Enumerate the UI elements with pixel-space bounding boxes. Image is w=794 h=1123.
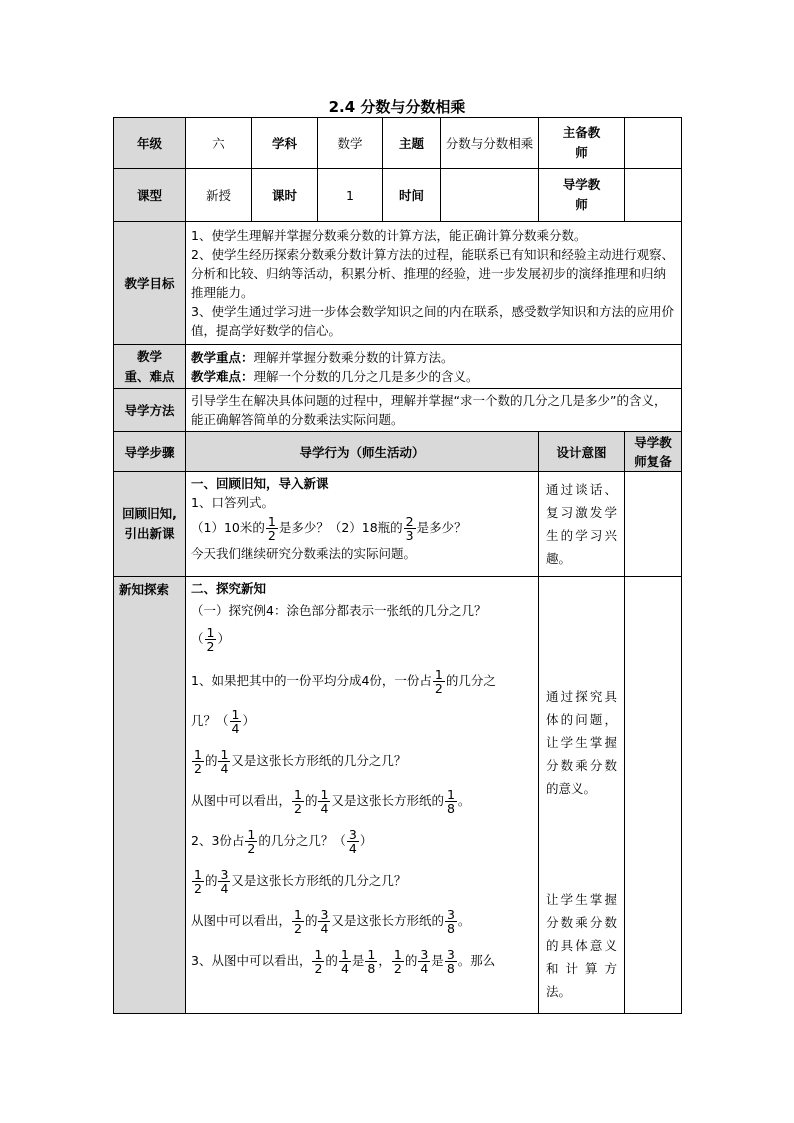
section2-step6: 从图中可以看出， $\frac{1}{2}$ 的 $\frac{3}{4}$ 又是这张长方形纸的 $\frac{3}{8}$ 。 [191,907,471,936]
review-header: 导学教师复备 [625,432,682,472]
goals-content [186,222,682,345]
section1-label-line1: 回顾旧知, [122,506,177,521]
goals-row [114,222,682,345]
section2-answer-half: （ $\frac{1}{2}$ ） [191,625,230,654]
steps-header: 导学步骤 [114,432,186,472]
fraction-three-fourths: $\frac{3}{4}$ [320,907,329,936]
fraction-one-half: $\frac{1}{2}$ [206,625,215,654]
info-row-2 [114,169,682,222]
lead-teacher-value [625,118,682,169]
section2-step5: $\frac{1}{2}$ 的 $\frac{3}{4}$ 又是这张长方形纸的几分之几？ [194,867,407,896]
period-value: 1 [318,169,383,222]
fraction-one-half: $\frac{1}{2}$ [194,867,202,896]
q1-text-c: 是多少？ [416,520,467,535]
fraction-one-fourth: $\frac{1}{4}$ [320,787,329,816]
section2-review [625,577,682,1014]
section2-heading: 二、探究新知 [191,581,267,596]
fraction-one-fourth: $\frac{1}{4}$ [340,947,349,976]
fraction-one-eighth: $\frac{1}{8}$ [367,947,376,976]
grade-label: 年级 [114,118,186,169]
subject-value: 数学 [318,118,383,169]
grade-value: 六 [186,118,252,169]
key-points-label-line2: 重、难点 [124,368,175,384]
type-label: 课型 [114,169,186,222]
lead-teacher-label: 主备教师 [539,118,625,169]
fraction-three-eighths: $\frac{3}{8}$ [446,907,455,936]
section1-intent: 通过谈话、复习激发学生的学习兴趣。 [539,472,625,577]
info-row-1 [114,118,682,169]
fraction-one-eighth: $\frac{1}{8}$ [446,787,455,816]
fraction-one-half: $\frac{1}{2}$ [267,514,276,543]
fraction-one-half: $\frac{1}{2}$ [434,667,443,696]
fraction-one-half: $\frac{1}{2}$ [314,947,323,976]
section2-step7: 3、从图中可以看出， $\frac{1}{2}$ 的 $\frac{1}{4}$ 是 $\frac{1}{8}$ ， $\frac{1}{2}$ 的 $\frac{3}{4}$ 是 $\frac{3}{8}$ 。那么 [191,947,496,976]
goal-item: 2、使学生经历探索分数乘分数计算方法的过程，能联系已有知识和经验主动进行观察、分析和比较、归纳等活动，积累分析、推理的经验，进一步发展初步的演绎推理和归纳推理能力。 [191,247,674,300]
section-explore-row [114,577,682,1014]
section2-intent2: 让学生掌握分数乘分数的具体意义和计算方法。 [546,892,617,999]
fraction-three-fourths: $\frac{3}{4}$ [348,827,357,856]
intent-header: 设计意图 [539,432,625,472]
section2-example: （一）探究例4：涂色部分都表示一张纸的几分之几？ [191,603,487,618]
section1-label-line2: 引出新课 [124,526,175,541]
fraction-one-half: $\frac{1}{2}$ [393,947,402,976]
section1-heading: 一、回顾旧知，导入新课 [191,476,329,491]
fraction-one-half: $\frac{1}{2}$ [294,907,302,936]
difficult-text: 理解一个分数的几分之几是多少的含义。 [253,368,479,384]
fraction-one-half: $\frac{1}{2}$ [247,827,256,856]
subject-label: 学科 [252,118,318,169]
key-points-label-line1: 教学 [136,348,162,364]
guide-teacher-label: 导学教师 [539,169,625,222]
fraction-two-thirds: $\frac{2}{3}$ [405,514,414,543]
topic-value: 分数与分数相乘 [441,118,539,169]
key-points-label [114,345,186,389]
section-review-row [114,472,682,577]
difficult-label: 教学难点： [191,368,254,384]
section2-step2: $\frac{1}{2}$ 的 $\frac{1}{4}$ 又是这张长方形纸的几分之几？ [194,747,407,776]
key-points-row [114,345,682,389]
goal-item: 3、使学生通过学习进一步体会数学知识之间的内在联系，感受数学知识和方法的应用价值，提高学好数学的信心。 [191,304,674,338]
period-label: 课时 [252,169,318,222]
actions-header: 导学行为（师生活动） [186,432,539,472]
steps-header-row [114,432,682,472]
key-text: 理解并掌握分数乘分数的计算方法。 [253,349,454,365]
section2-step3: 从图中可以看出， $\frac{1}{2}$ 的 $\frac{1}{4}$ 又是这张长方形纸的 $\frac{1}{8}$ 。 [191,787,471,816]
q1-text-a: （1）10米的 [191,520,265,535]
goal-item: 1、使学生理解并掌握分数乘分数的计算方法，能正确计算分数乘分数。 [191,228,587,243]
time-value [441,169,539,222]
topic-label: 主题 [383,118,441,169]
section1-line3: 今天我们继续研究分数乘法的实际问题。 [191,546,417,561]
fraction-three-eighths: $\frac{3}{8}$ [446,947,455,976]
fraction-three-fourths: $\frac{3}{4}$ [220,867,229,896]
section2-step1: 1、如果把其中的一份平均分成4份，一份占 $\frac{1}{2}$ 的几分之 [191,667,496,696]
method-label: 导学方法 [114,389,186,432]
guide-teacher-value [625,169,682,222]
key-points-content [186,345,682,389]
q1-text-b: 是多少？（2）18瓶的 [278,520,403,535]
section1-line1: 1、口答列式。 [191,495,274,510]
section1-content [186,472,539,577]
fraction-one-half: $\frac{1}{2}$ [294,787,302,816]
section2-intent [539,577,625,1014]
fraction-one-half: $\frac{1}{2}$ [194,747,202,776]
section2-intent1: 通过探究具体的问题，让学生掌握分数乘分数的意义。 [546,689,617,796]
page-title: 2.4 分数与分数相乘 [328,98,466,116]
fraction-one-fourth: $\frac{1}{4}$ [220,747,229,776]
section1-review [625,472,682,577]
goals-label: 教学目标 [114,222,186,345]
method-text: 引导学生在解决具体问题的过程中，理解并掌握“求一个数的几分之几是多少”的含义，能正确解答简单的分数乘法实际问题。 [186,389,682,432]
section2-step4: 2、3份占 $\frac{1}{2}$ 的几分之几？（ $\frac{3}{4}$ ） [191,827,373,856]
fraction-one-fourth: $\frac{1}{4}$ [231,707,240,736]
fraction-three-fourths: $\frac{3}{4}$ [420,947,429,976]
section2-label: 新知探索 [114,577,186,1014]
type-value: 新授 [186,169,252,222]
time-label: 时间 [383,169,441,222]
section1-label [114,472,186,577]
section1-question [191,512,533,544]
key-label: 教学重点： [191,349,254,365]
lesson-plan-table [113,117,682,1014]
method-row [114,389,682,432]
section2-content [186,577,539,1014]
section2-step1-cont: 几？（ $\frac{1}{4}$ ） [191,707,255,736]
